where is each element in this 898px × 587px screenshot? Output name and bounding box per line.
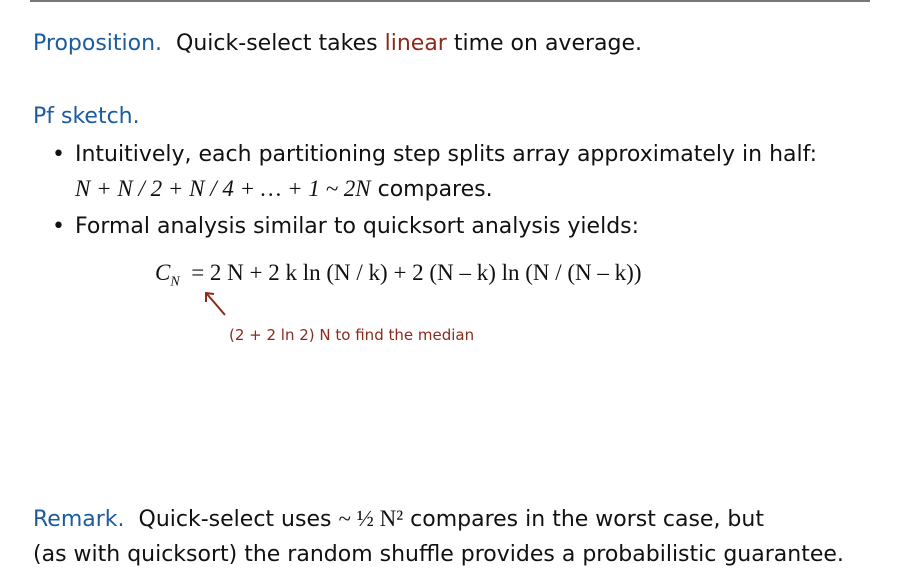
bullet1-text: Intuitively, each partitioning step splits array approximately in half:: [75, 142, 817, 167]
remark-text-before: Quick-select uses: [138, 507, 332, 532]
bullet-dot: •: [52, 142, 65, 167]
sum-expression: N + N / 2 + N / 4 + … + 1 ~ 2N: [75, 176, 371, 201]
sum-line: [75, 176, 493, 202]
sum-suffix: compares.: [377, 177, 493, 202]
arrow-icon: [200, 288, 230, 318]
proposition-highlight: linear: [384, 31, 447, 56]
formula-rhs: = 2 N + 2 k ln (N / k) + 2 (N – k) ln (N / (N – k)): [191, 260, 642, 285]
remark-line1: [33, 506, 764, 532]
remark-line2: (as with quicksort) the random shuffle provides a probabilistic guarantee.: [33, 542, 844, 567]
bullet2-text: Formal analysis similar to quicksort analysis yields:: [75, 214, 640, 239]
proposition-label: Proposition.: [33, 31, 163, 56]
median-annotation: (2 + 2 ln 2) N to find the median: [229, 326, 475, 344]
remark-text-after: compares in the worst case, but: [410, 507, 764, 532]
remark-math: ~ ½ N²: [338, 506, 404, 531]
remark-label: Remark.: [33, 507, 125, 532]
proposition-text-before: Quick-select takes: [176, 31, 378, 56]
formula-lhs: C: [155, 260, 171, 285]
proposition-line: [33, 31, 642, 56]
cn-formula: [155, 260, 641, 291]
proof-label: Pf sketch.: [33, 104, 140, 129]
proposition-text-after: time on average.: [453, 31, 643, 56]
top-divider: [30, 0, 870, 2]
formula-lhs-sub: N: [170, 274, 180, 290]
bullet-dot: •: [52, 214, 65, 239]
